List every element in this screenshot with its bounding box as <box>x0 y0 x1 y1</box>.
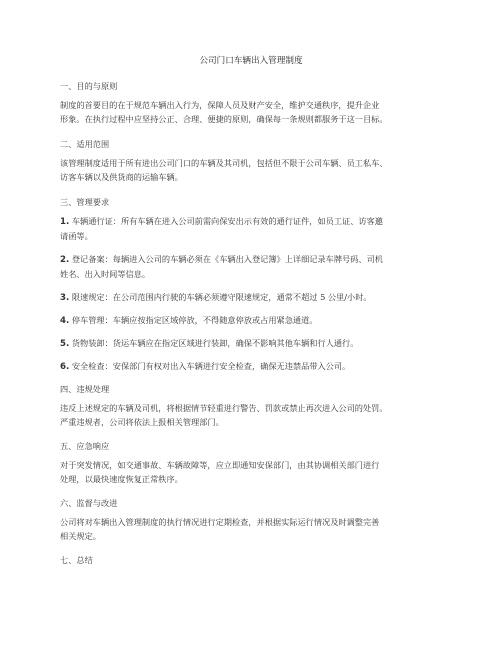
item-text: 车辆通行证：所有车辆在进入公司前需向保安出示有效的通行证件，如员工证、访客邀 <box>71 216 383 226</box>
item-text: 姓名、出入时间等信息。 <box>60 269 151 279</box>
requirement-item-4 <box>60 313 450 328</box>
paragraph-line: 对于突发情况，如交通事故、车辆故障等，应立即通知安保部门，由其协调相关部门进行 <box>60 460 380 470</box>
paragraph-line: 处理，以最快速度恢复正常秩序。 <box>60 474 183 484</box>
item-text: 停车管理：车辆应按指定区域停放，不得随意停放或占用紧急通道。 <box>71 315 318 325</box>
section-body-supervision <box>60 515 450 543</box>
item-number: 6. <box>60 362 70 372</box>
section-heading-supervision: 六、监督与改进 <box>60 498 118 508</box>
paragraph-line: 公司将对车辆出入管理制度的执行情况进行定期检查，并根据实际运行情况及时调整完善 <box>60 517 380 527</box>
item-text: 安全检查：安保部门有权对出入车辆进行安全检查，确保无违禁品带入公司。 <box>71 361 351 371</box>
section-heading-requirements: 三、管理要求 <box>60 197 110 207</box>
item-text: 货物装卸：货运车辆应在指定区域进行装卸，确保不影响其他车辆和行人通行。 <box>71 338 359 348</box>
paragraph-line: 访客车辆以及供货商的运输车辆。 <box>60 172 183 182</box>
document-title: 公司门口车辆出入管理制度 <box>199 56 303 66</box>
item-text: 登记备案：每辆进入公司的车辆必须在《车辆出入登记簿》上详细记录车牌号码、司机 <box>71 254 383 264</box>
requirement-item-1 <box>60 214 450 243</box>
item-number: 2. <box>60 255 70 265</box>
section-body-scope <box>60 156 450 184</box>
section-body-purpose <box>60 98 450 126</box>
paragraph-line: 制度的首要目的在于规范车辆出入行为，保障人员及财产安全，维护交通秩序，提升企业 <box>60 100 380 110</box>
requirement-item-2 <box>60 252 450 281</box>
section-heading-summary: 七、总结 <box>60 555 93 565</box>
item-number: 3. <box>60 293 70 303</box>
item-text: 限速规定：在公司范围内行驶的车辆必须遵守限速规定，通常不超过 5 公里/小时。 <box>71 292 372 302</box>
paragraph-line: 该管理制度适用于所有进出公司门口的车辆及其司机，包括但不限于公司车辆、员工私车、 <box>60 158 388 168</box>
paragraph-line: 严重违规者，公司将依法上报相关管理部门。 <box>60 417 224 427</box>
requirement-item-3 <box>60 290 450 305</box>
requirement-item-6 <box>60 359 450 374</box>
section-heading-purpose: 一、目的与原则 <box>60 81 118 91</box>
item-number: 5. <box>60 339 70 349</box>
paragraph-line: 相关规定。 <box>60 531 101 541</box>
item-text: 请函等。 <box>60 231 93 241</box>
section-body-violations <box>60 401 450 429</box>
paragraph-line: 形象。在执行过程中应坚持公正、合理、便捷的原则，确保每一条规则都服务于这一目标。 <box>60 114 388 124</box>
section-body-emergency <box>60 458 450 486</box>
section-heading-scope: 二、适用范围 <box>60 139 110 149</box>
paragraph-line: 违反上述规定的车辆及司机，将根据情节轻重进行警告、罚款或禁止再次进入公司的处罚。 <box>60 403 388 413</box>
item-number: 1. <box>60 217 70 227</box>
item-number: 4. <box>60 316 70 326</box>
section-heading-emergency: 五、应急响应 <box>60 441 110 451</box>
requirement-item-5 <box>60 336 450 351</box>
section-heading-violations: 四、违规处理 <box>60 384 110 394</box>
